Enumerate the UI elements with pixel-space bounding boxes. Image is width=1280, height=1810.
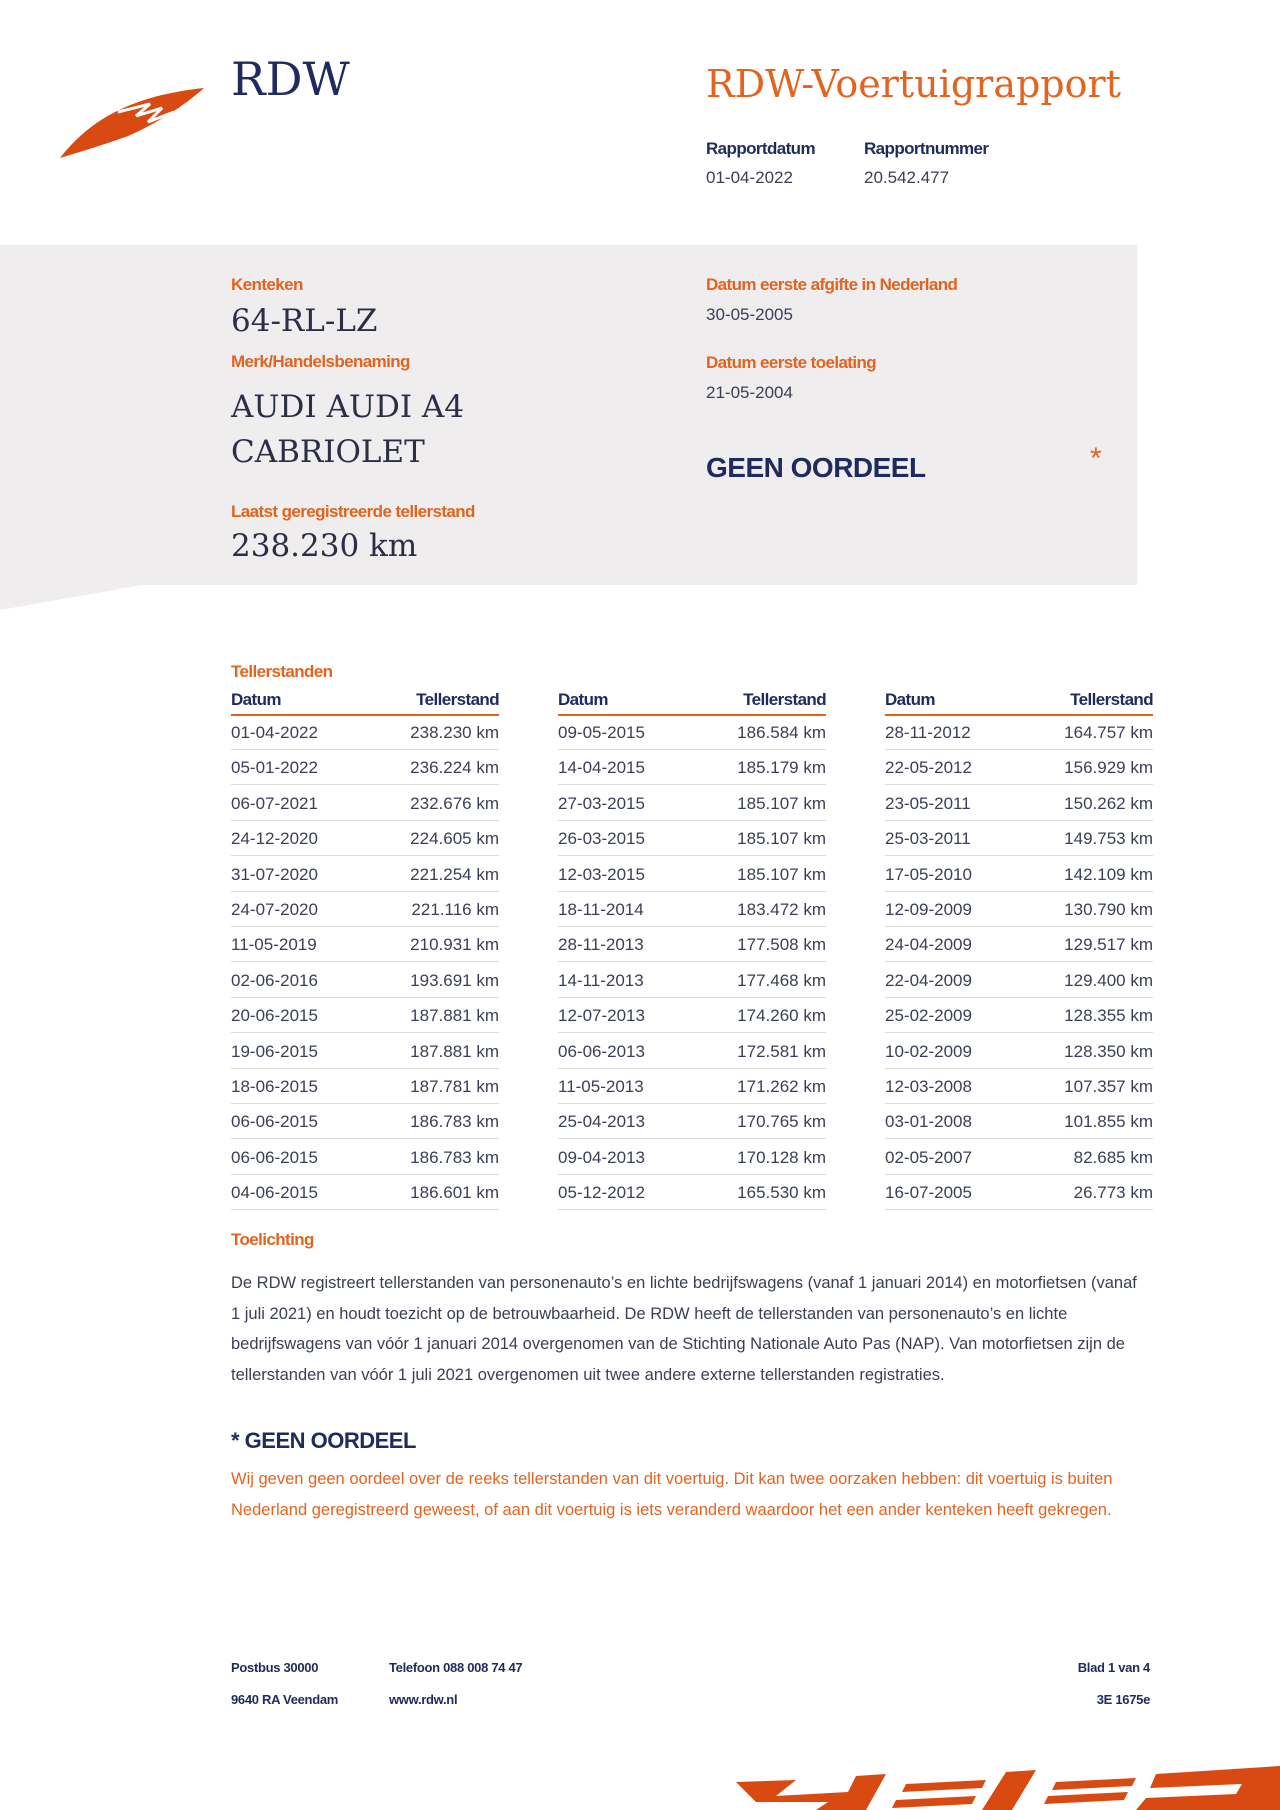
row-km: 142.109 km	[1064, 864, 1153, 884]
row-km: 185.179 km	[737, 758, 826, 778]
row-km: 177.508 km	[737, 935, 826, 955]
toelating-value: 21-05-2004	[706, 383, 793, 402]
row-date: 22-05-2012	[885, 758, 972, 778]
table-row	[885, 716, 1153, 750]
row-date: 11-05-2013	[558, 1076, 644, 1096]
row-date: 09-05-2015	[558, 723, 645, 742]
toelichting-text: De RDW registreert tellerstanden van personenauto’s en lichte bedrijfswagens (vanaf 1 januari 2014) en motorfietsen (vanaf 1 juli 2021) en houdt toezicht op de betrouwbaarheid. De RDW heeft de tellerstanden van personenauto’s en lichte bedrijfswagens van vóór 1 januari 2014 overgenomen van de Stichting Nationale Auto Pas (NAP). Van motorfietsen zijn de tellerstanden van vóór 1 juli 2021 overgenomen uit twee andere externe tellerstanden registraties.	[231, 1274, 1137, 1384]
row-km: 172.581 km	[737, 1041, 826, 1061]
report-date-label: Rapportdatum	[706, 139, 815, 158]
table-row	[231, 1141, 499, 1175]
row-date: 26-03-2015	[558, 829, 645, 849]
row-km: 107.357 km	[1064, 1076, 1153, 1096]
row-km: 187.881 km	[410, 1006, 499, 1026]
table-row	[885, 1070, 1153, 1104]
footer-website: www.rdw.nl	[389, 1692, 458, 1707]
row-km: 183.472 km	[737, 899, 826, 919]
table-row	[885, 858, 1153, 892]
table-row	[558, 1176, 826, 1210]
row-date: 06-07-2021	[231, 793, 318, 813]
row-date: 28-11-2013	[558, 935, 644, 955]
header-tellerstand: Tellerstand	[1070, 690, 1153, 709]
row-date: 27-03-2015	[558, 793, 645, 813]
table-row	[885, 1176, 1153, 1210]
row-km: 149.753 km	[1064, 829, 1153, 849]
logo-text: RDW	[231, 52, 350, 106]
row-km: 186.601 km	[410, 1183, 499, 1203]
table-row	[558, 751, 826, 785]
row-date: 25-03-2011	[885, 829, 971, 849]
table-row	[558, 822, 826, 856]
afgifte-label: Datum eerste afgifte in Nederland	[706, 275, 958, 294]
footer-telefoon: Telefoon 088 008 74 47	[389, 1660, 523, 1675]
table-row	[231, 1176, 499, 1210]
row-km: 187.781 km	[410, 1076, 499, 1096]
table-row	[558, 1070, 826, 1104]
km-label: Laatst geregistreerde tellerstand	[231, 502, 475, 521]
footer-page-number: Blad 1 van 4	[1077, 1660, 1150, 1675]
row-km: 187.881 km	[410, 1041, 499, 1061]
table-row	[558, 893, 826, 927]
row-km: 156.929 km	[1064, 758, 1153, 778]
geen-oordeel-text: Wij geven geen oordeel over de reeks tellerstanden van dit voertuig. Dit kan twee oorzaken hebben: dit voertuig is buiten Nederland geregistreerd geweest, of aan dit voertuig is iets veranderd waardoor het een ander kenteken heeft gekregen.	[231, 1470, 1113, 1519]
table-row	[885, 893, 1153, 927]
row-date: 12-03-2008	[885, 1076, 972, 1096]
row-date: 25-04-2013	[558, 1112, 645, 1132]
row-date: 24-04-2009	[885, 935, 972, 955]
row-date: 28-11-2012	[885, 723, 971, 742]
row-date: 05-12-2012	[558, 1183, 645, 1203]
row-km: 221.254 km	[410, 864, 499, 884]
tellerstanden-title: Tellerstanden	[231, 662, 333, 681]
table-row	[558, 964, 826, 998]
table-row	[885, 822, 1153, 856]
table-column	[885, 690, 1153, 1211]
row-date: 06-06-2015	[231, 1147, 318, 1167]
kenteken-value: 64-RL-LZ	[231, 303, 378, 339]
row-date: 23-05-2011	[885, 793, 971, 813]
table-header	[885, 690, 1153, 716]
row-km: 232.676 km	[410, 793, 499, 813]
row-date: 18-11-2014	[558, 899, 644, 919]
report-number-label: Rapportnummer	[864, 139, 989, 158]
table-row	[231, 716, 499, 750]
footer-postbus: Postbus 30000	[231, 1660, 319, 1675]
header-datum: Datum	[558, 690, 608, 709]
row-km: 128.355 km	[1064, 1006, 1153, 1026]
row-date: 31-07-2020	[231, 864, 318, 884]
table-row	[231, 893, 499, 927]
row-date: 12-07-2013	[558, 1006, 645, 1026]
table-row	[558, 1141, 826, 1175]
footer-postcode: 9640 RA Veendam	[231, 1692, 339, 1707]
row-date: 14-04-2015	[558, 758, 645, 778]
table-row	[558, 1105, 826, 1139]
table-column	[558, 690, 826, 1211]
table-header	[231, 690, 499, 716]
km-value: 238.230 km	[231, 528, 418, 564]
merk-label: Merk/Handelsbenaming	[231, 352, 410, 371]
table-row	[885, 1035, 1153, 1069]
toelichting-title: Toelichting	[231, 1230, 314, 1249]
row-km: 170.765 km	[737, 1112, 826, 1132]
report-number: 20.542.477	[864, 168, 950, 187]
row-km: 193.691 km	[410, 970, 499, 990]
row-km: 128.350 km	[1064, 1041, 1153, 1061]
row-km: 186.783 km	[410, 1112, 499, 1132]
table-row	[885, 1105, 1153, 1139]
table-row	[231, 858, 499, 892]
row-date: 03-01-2008	[885, 1112, 972, 1132]
row-km: 82.685 km	[1073, 1147, 1153, 1167]
table-row	[231, 787, 499, 821]
row-km: 171.262 km	[737, 1076, 826, 1096]
header-tellerstand: Tellerstand	[416, 690, 499, 709]
header-tellerstand: Tellerstand	[743, 690, 826, 709]
header-datum: Datum	[231, 690, 281, 709]
row-date: 11-05-2019	[231, 935, 317, 955]
row-km: 165.530 km	[737, 1183, 826, 1203]
row-date: 24-07-2020	[231, 899, 318, 919]
geen-oordeel-heading: * GEEN OORDEEL	[231, 1428, 416, 1453]
row-date: 10-02-2009	[885, 1041, 972, 1061]
row-date: 09-04-2013	[558, 1147, 645, 1167]
row-km: 129.517 km	[1064, 935, 1153, 955]
table-row	[558, 999, 826, 1033]
row-km: 150.262 km	[1064, 793, 1153, 813]
row-km: 224.605 km	[410, 829, 499, 849]
row-km: 186.783 km	[410, 1147, 499, 1167]
merk-value: AUDI AUDI A4 CABRIOLET	[231, 389, 465, 470]
row-date: 18-06-2015	[231, 1076, 318, 1096]
row-date: 12-09-2009	[885, 899, 972, 919]
row-km: 130.790 km	[1064, 899, 1153, 919]
table-row	[231, 822, 499, 856]
table-row	[231, 928, 499, 962]
table-row	[231, 1035, 499, 1069]
kenteken-label: Kenteken	[231, 275, 303, 294]
row-date: 16-07-2005	[885, 1183, 972, 1203]
row-date: 01-04-2022	[231, 723, 318, 742]
toelating-label: Datum eerste toelating	[706, 353, 877, 372]
table-row	[558, 1035, 826, 1069]
report-title: RDW-Voertuigrapport	[706, 62, 1121, 106]
row-date: 25-02-2009	[885, 1006, 972, 1026]
header-datum: Datum	[885, 690, 935, 709]
report-date: 01-04-2022	[706, 168, 793, 187]
afgifte-value: 30-05-2005	[706, 305, 793, 324]
row-date: 06-06-2015	[231, 1112, 318, 1132]
row-date: 22-04-2009	[885, 970, 972, 990]
table-row	[885, 787, 1153, 821]
row-km: 185.107 km	[737, 864, 826, 884]
table-row	[231, 1070, 499, 1104]
row-km: 129.400 km	[1064, 970, 1153, 990]
row-date: 05-01-2022	[231, 758, 318, 778]
row-km: 186.584 km	[737, 723, 826, 742]
row-km: 101.855 km	[1064, 1112, 1153, 1132]
row-date: 14-11-2013	[558, 970, 644, 990]
row-date: 17-05-2010	[885, 864, 972, 884]
row-date: 06-06-2013	[558, 1041, 645, 1061]
row-date: 24-12-2020	[231, 829, 318, 849]
row-date: 02-05-2007	[885, 1147, 972, 1167]
row-km: 210.931 km	[410, 935, 499, 955]
table-row	[231, 1105, 499, 1139]
table-row	[885, 928, 1153, 962]
row-km: 174.260 km	[737, 1006, 826, 1026]
row-km: 170.128 km	[737, 1147, 826, 1167]
row-date: 12-03-2015	[558, 864, 645, 884]
oordeel-status: GEEN OORDEEL	[706, 452, 926, 483]
row-date: 19-06-2015	[231, 1041, 318, 1061]
table-row	[885, 999, 1153, 1033]
row-date: 20-06-2015	[231, 1006, 318, 1026]
row-date: 02-06-2016	[231, 970, 318, 990]
table-row	[885, 751, 1153, 785]
table-row	[885, 1141, 1153, 1175]
asterisk-icon: *	[1090, 442, 1102, 475]
table-row	[558, 928, 826, 962]
row-km: 177.468 km	[737, 970, 826, 990]
row-date: 04-06-2015	[231, 1183, 318, 1203]
footer-code: 3E 1675e	[1096, 1692, 1150, 1707]
table-row	[231, 999, 499, 1033]
row-km: 238.230 km	[410, 723, 499, 742]
table-row	[558, 858, 826, 892]
table-row	[885, 964, 1153, 998]
row-km: 185.107 km	[737, 793, 826, 813]
row-km: 26.773 km	[1073, 1183, 1153, 1203]
table-row	[231, 751, 499, 785]
row-km: 164.757 km	[1064, 723, 1153, 742]
table-column	[231, 690, 499, 1211]
panel-notch	[0, 584, 148, 610]
rdw-logo-icon	[58, 82, 210, 162]
row-km: 185.107 km	[737, 829, 826, 849]
table-row	[558, 787, 826, 821]
row-km: 221.116 km	[411, 899, 499, 919]
table-row	[558, 716, 826, 750]
table-header	[558, 690, 826, 716]
rdw-stripes-icon	[736, 1762, 1280, 1810]
row-km: 236.224 km	[410, 758, 499, 778]
table-row	[231, 964, 499, 998]
